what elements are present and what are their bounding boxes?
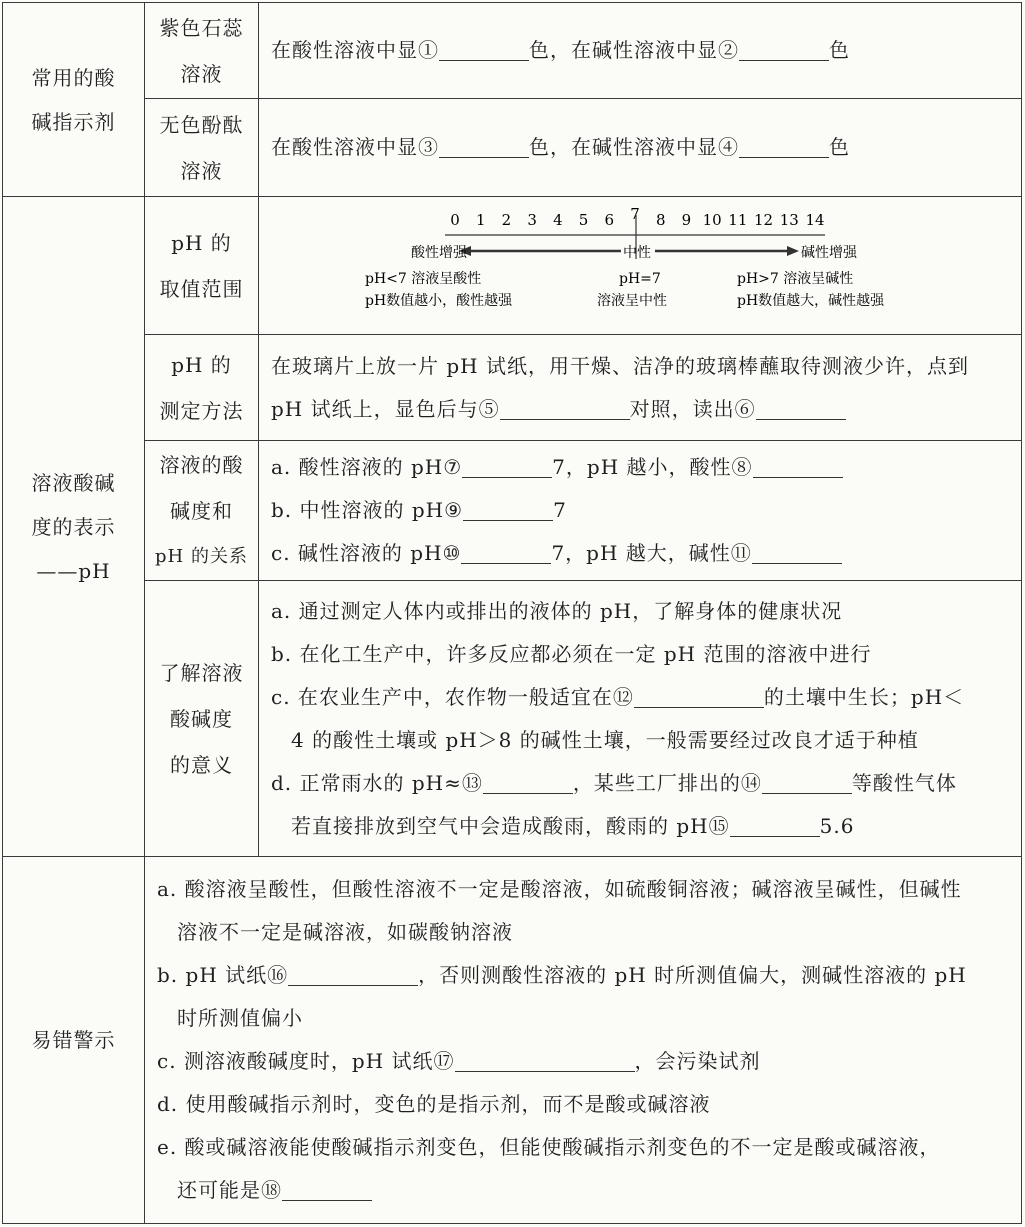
blank-17[interactable] xyxy=(455,1051,635,1072)
ph-tick-label: 13 xyxy=(779,210,799,229)
subcategory-label: 溶液 xyxy=(180,158,223,183)
base-arrow-head xyxy=(787,246,799,256)
subcategory-label: 紫色石蕊 xyxy=(159,15,244,40)
blank-5[interactable] xyxy=(500,399,630,420)
row-ph-meaning xyxy=(3,581,1022,857)
subcategory-litmus xyxy=(145,3,259,99)
text-segment: d. 正常雨水的 pH≈⑬ xyxy=(271,770,483,795)
text-line: e. 酸或碱溶液能使酸碱指示剂变色，但能使酸碱指示剂变色的不一定是酸或碱溶液， xyxy=(157,1135,941,1159)
row-ph-range xyxy=(3,197,1022,335)
neutral-desc: 溶液呈中性 xyxy=(597,292,667,309)
base-desc: pH>7 溶液呈碱性 xyxy=(737,270,854,287)
category-label: 溶液酸碱 xyxy=(31,470,116,495)
blank-10[interactable] xyxy=(461,543,551,564)
category-warnings xyxy=(3,857,145,1224)
text-segment: 的土壤中生长；pH＜ xyxy=(763,684,965,709)
text-line: d. 使用酸碱指示剂时，变色的是指示剂，而不是酸或碱溶液 xyxy=(157,1092,711,1116)
subcategory-label: 了解溶液 xyxy=(159,660,244,685)
text-segment: 等酸性气体 xyxy=(851,770,957,795)
content-phenolphthalein xyxy=(259,99,1022,197)
ph-tick-label: 8 xyxy=(655,210,666,229)
row-phenolphthalein xyxy=(3,99,1022,197)
blank-13[interactable] xyxy=(483,773,573,794)
row-litmus xyxy=(3,3,1022,99)
text-segment: 色 xyxy=(829,38,850,62)
subcategory-label: pH 的 xyxy=(171,230,232,255)
category-label: ——pH xyxy=(36,558,111,583)
ph-tick-label: 3 xyxy=(527,210,537,229)
blank-14[interactable] xyxy=(762,773,852,794)
blank-8[interactable] xyxy=(753,457,843,478)
text-segment: ，某些工厂排出的⑭ xyxy=(572,770,762,795)
text-segment: 色，在碱性溶液中显④ xyxy=(529,135,739,159)
text-segment: 若直接排放到空气中会造成酸雨，酸雨的 pH⑮ xyxy=(291,813,730,838)
acid-desc: pH<7 溶液呈酸性 xyxy=(365,270,482,287)
blank-4[interactable] xyxy=(739,137,829,158)
text-segment: c. 在农业生产中，农作物一般适宜在⑫ xyxy=(271,684,634,709)
blank-11[interactable] xyxy=(752,543,842,564)
subcategory-label: 的意义 xyxy=(170,752,233,777)
blank-18[interactable] xyxy=(282,1180,372,1201)
ph-tick-label: 12 xyxy=(754,210,774,229)
category-label: 易错警示 xyxy=(31,1028,116,1052)
ph-tick-label: 2 xyxy=(501,210,512,229)
text-segment: 7，pH 越小，酸性⑧ xyxy=(552,455,753,479)
text-segment: ，会污染试剂 xyxy=(634,1049,761,1073)
ph-scale-diagram xyxy=(259,201,1021,331)
ph-tick-label: 1 xyxy=(475,210,486,229)
subcategory-label: 无色酚酞 xyxy=(159,112,244,137)
blank-1[interactable] xyxy=(439,40,529,61)
subcategory-label: 溶液 xyxy=(180,61,223,86)
ph-tick-label: 5 xyxy=(578,210,589,229)
row-warnings xyxy=(3,857,1022,1224)
text-line: b. 在化工生产中，许多反应都必须在一定 pH 范围的溶液中进行 xyxy=(271,641,872,666)
text-line: a. 通过测定人体内或排出的液体的 pH，了解身体的健康状况 xyxy=(271,598,843,623)
category-indicators xyxy=(3,3,145,197)
text-segment: 7 xyxy=(553,498,567,522)
ph-scale-svg xyxy=(259,201,1023,331)
blank-16[interactable] xyxy=(288,965,418,986)
ph-tick-label: 14 xyxy=(805,210,825,229)
text-line: a. 酸溶液呈酸性，但酸性溶液不一定是酸溶液，如硫酸铜溶液；碱溶液呈碱性，但碱性 xyxy=(157,877,962,901)
text-line: 溶液不一定是碱溶液，如碳酸钠溶液 xyxy=(177,920,513,944)
subcategory-ph-range xyxy=(145,197,259,335)
ph-tick-label: 9 xyxy=(681,210,692,229)
subcategory-label: 溶液的酸 xyxy=(159,452,244,477)
row-ph-method xyxy=(3,335,1022,441)
subcategory-label: 取值范围 xyxy=(159,276,244,301)
base-strength-label: 碱性增强 xyxy=(801,244,857,261)
subcategory-label: pH 的关系 xyxy=(155,545,248,567)
text-segment: b. pH 试纸⑯ xyxy=(157,963,289,987)
ph-tick-label: 10 xyxy=(702,210,722,229)
text-segment: 7，pH 越大，碱性⑪ xyxy=(551,541,752,565)
subcategory-ph-method xyxy=(145,335,259,441)
content-litmus xyxy=(259,3,1022,99)
text-segment: c. 碱性溶液的 pH⑩ xyxy=(271,541,462,565)
knowledge-table xyxy=(2,2,1022,1224)
ph-tick-label: 7 xyxy=(630,204,640,223)
acid-desc: pH数值越小，酸性越强 xyxy=(365,292,513,309)
blank-3[interactable] xyxy=(439,137,529,158)
neutral-desc: pH=7 xyxy=(619,270,661,287)
blank-7[interactable] xyxy=(462,457,552,478)
text-segment: b. 中性溶液的 pH⑨ xyxy=(271,498,464,522)
blank-12[interactable] xyxy=(634,687,764,708)
blank-6[interactable] xyxy=(756,399,846,420)
text-line: 4 的酸性土壤或 pH＞8 的碱性土壤，一般需要经过改良才适于种植 xyxy=(291,727,919,752)
ph-tick-labels xyxy=(450,205,824,229)
subcategory-label: pH 的 xyxy=(171,352,232,377)
content-ph-relation xyxy=(259,441,1022,581)
ph-scale-cell xyxy=(259,197,1022,335)
content-ph-meaning xyxy=(259,581,1022,857)
text-segment: 在酸性溶液中显① xyxy=(271,38,439,62)
category-label: 度的表示 xyxy=(31,514,116,539)
ph-tick-label: 4 xyxy=(553,210,563,229)
text-segment: 5.6 xyxy=(819,813,855,838)
text-segment: 在酸性溶液中显③ xyxy=(271,135,439,159)
text-segment: 还可能是⑱ xyxy=(177,1178,282,1202)
text-segment: a. 酸性溶液的 pH⑦ xyxy=(271,455,463,479)
text-segment: 对照，读出⑥ xyxy=(629,396,756,421)
ph-tick-label: 0 xyxy=(450,210,460,229)
acid-strength-label: 酸性增强 xyxy=(411,244,467,261)
blank-2[interactable] xyxy=(739,40,829,61)
blank-9[interactable] xyxy=(463,500,553,521)
blank-15[interactable] xyxy=(730,816,820,837)
subcategory-label: 测定方法 xyxy=(159,398,244,423)
text-segment: c. 测溶液酸碱度时，pH 试纸⑰ xyxy=(157,1049,455,1073)
row-ph-relation xyxy=(3,441,1022,581)
subcategory-ph-relation xyxy=(145,441,259,581)
text-line: 时所测值偏小 xyxy=(177,1006,303,1030)
category-ph xyxy=(3,197,145,857)
ph-tick-label: 6 xyxy=(604,210,615,229)
ph-tick-label: 11 xyxy=(728,210,748,229)
text-segment: 色 xyxy=(829,135,850,159)
content-ph-method xyxy=(259,335,1022,441)
text-segment: ，否则测酸性溶液的 pH 时所测值偏大，测碱性溶液的 pH xyxy=(418,963,967,987)
neutral-label: 中性 xyxy=(623,244,651,261)
category-label: 常用的酸 xyxy=(31,65,116,90)
content-warnings xyxy=(145,857,1022,1224)
category-label: 碱指示剂 xyxy=(31,109,116,134)
subcategory-ph-meaning xyxy=(145,581,259,857)
text-segment: 色，在碱性溶液中显② xyxy=(529,38,739,62)
subcategory-label: 酸碱度 xyxy=(170,706,233,731)
text-line: 在玻璃片上放一片 pH 试纸，用干燥、洁净的玻璃棒蘸取待测液少许，点到 xyxy=(271,353,969,378)
subcategory-phenolphthalein xyxy=(145,99,259,197)
text-segment: pH 试纸上，显色后与⑤ xyxy=(271,396,500,421)
subcategory-label: 碱度和 xyxy=(170,498,233,523)
base-desc: pH数值越大，碱性越强 xyxy=(737,292,885,309)
